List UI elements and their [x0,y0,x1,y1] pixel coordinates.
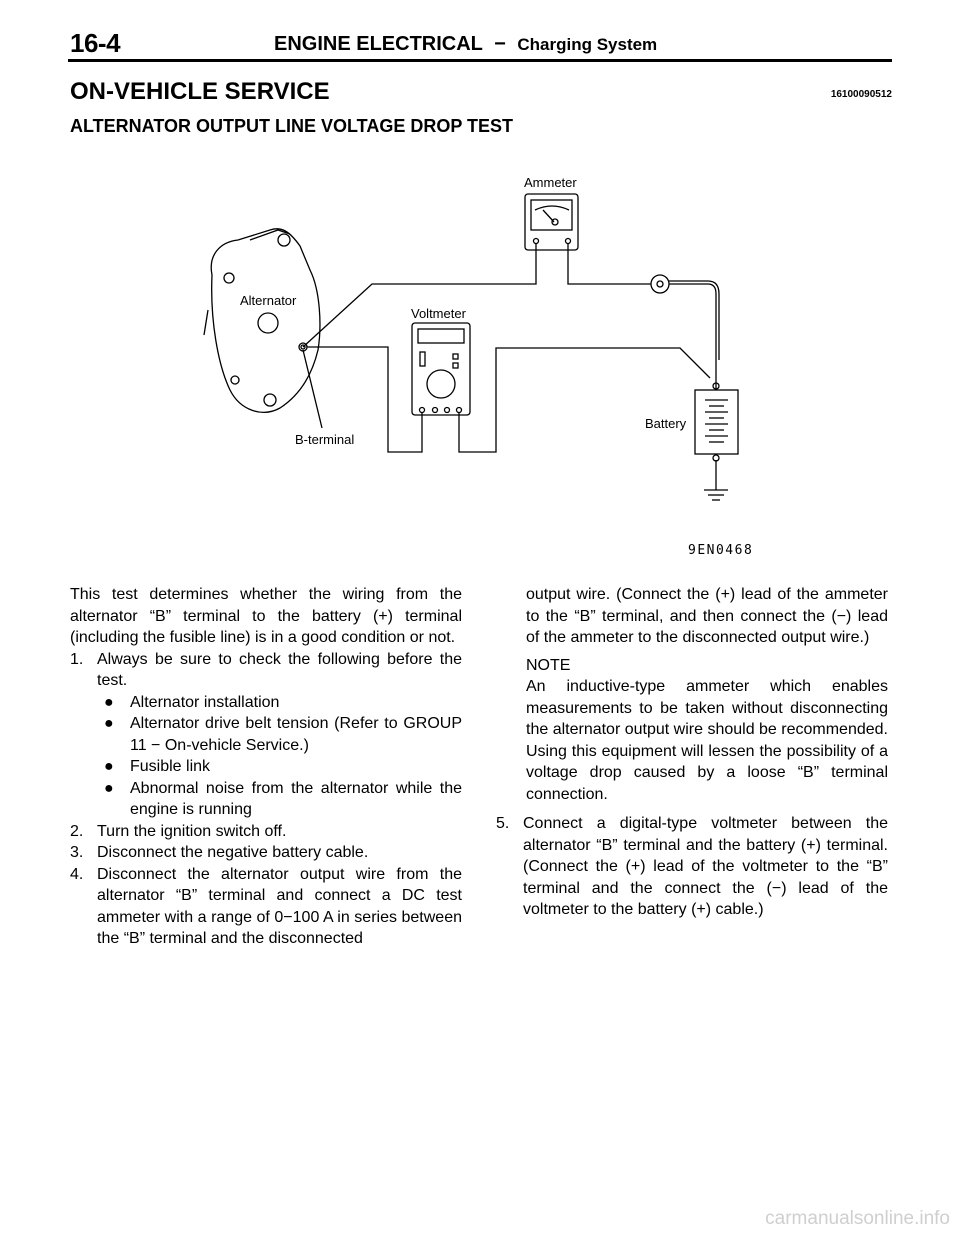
text-column-right [496,584,888,921]
label-b-terminal: B-terminal [295,432,355,447]
section-subtitle: ALTERNATOR OUTPUT LINE VOLTAGE DROP TEST [70,116,514,136]
step-2-number: 2. [70,822,84,840]
step-1-text: Always be sure to check the following before the test. [97,650,462,689]
check-item [70,756,462,778]
watermark: carmanualsonline.info [765,1208,950,1229]
step-5 [496,813,888,921]
running-head-subtitle: Charging System [517,35,658,54]
step-4-number: 4. [70,865,84,883]
check-item-text: Alternator installation [130,693,280,711]
bullet-icon: ● [104,693,114,711]
bullet-icon: ● [104,758,114,775]
label-voltmeter: Voltmeter [411,306,466,321]
bullet-icon: ● [104,715,114,732]
label-battery: Battery [645,416,687,431]
label-ammeter: Ammeter [524,175,577,190]
header-rule [68,59,892,62]
check-item-text: Alternator drive belt tension (Refer to GROUP 11 − On-vehicle Service.) [130,715,462,754]
step-1 [70,649,462,692]
voltmeter-illustration [412,323,470,415]
step-2-text: Turn the ignition switch off. [97,822,287,840]
running-head [274,33,657,56]
step-4-continued: output wire. (Connect the (+) lead of the ammeter to the “B” terminal, and then connect the (−) lead of the ammeter to the disconnected output wire.) [526,586,888,646]
note-text: An inductive-type ammeter which enables measurements to be taken without disconnecting the alternator output wire should be recommended. Using this equipment will lessen the possibility of a voltage drop caused by a loose “B” terminal connection. [526,678,888,803]
check-item [70,778,462,821]
battery-illustration [695,360,738,500]
wire-ammeter-to-cable [568,244,651,284]
intro-paragraph: This test determines whether the wiring from the alternator “B” terminal to the battery (+) terminal (including the fusible line) is in a good condition or not. [70,586,462,646]
running-head-title: ENGINE ELECTRICAL [274,33,483,55]
section-code: 16100090512 [830,89,892,100]
step-2 [70,821,462,843]
alternator-illustration [204,229,320,413]
step-1-number: 1. [70,650,84,668]
running-head-separator: − [494,33,506,55]
figure-code: 9EN0468 [688,543,754,558]
step-4-text: Disconnect the alternator output wire from the alternator “B” terminal and connect a DC test ammeter with a range of 0−100 A in series between the “B” terminal and the disconnected [97,865,462,947]
ring-terminal [651,275,669,293]
bullet-icon: ● [104,779,114,797]
check-item [70,713,462,756]
ammeter-illustration [525,194,578,250]
b-terminal-pointer [303,350,322,428]
step-3 [70,842,462,864]
note-title: NOTE [526,656,571,674]
label-alternator: Alternator [240,293,297,308]
step-5-number: 5. [496,815,510,832]
text-column-left [70,584,462,950]
step-4 [70,864,462,950]
page-number: 16-4 [70,28,121,58]
check-item-text: Abnormal noise from the alternator while the engine is running [130,779,462,818]
wire-voltmeter-negative [459,348,710,452]
section-title: ON-VEHICLE SERVICE [70,78,330,105]
step-3-number: 3. [70,844,84,861]
check-item-text: Fusible link [130,758,211,775]
check-item [70,692,462,714]
step-5-text: Connect a digital-type voltmeter between the alternator “B” terminal and the battery (+) terminal. (Connect the (+) lead of the voltmeter to the “B” terminal and the connect the (−) lead of the voltmeter to the battery (+) cable.) [523,815,888,918]
wire-alternator-to-ammeter [303,244,536,347]
step-3-text: Disconnect the negative battery cable. [97,844,369,861]
wiring-diagram [150,160,810,560]
